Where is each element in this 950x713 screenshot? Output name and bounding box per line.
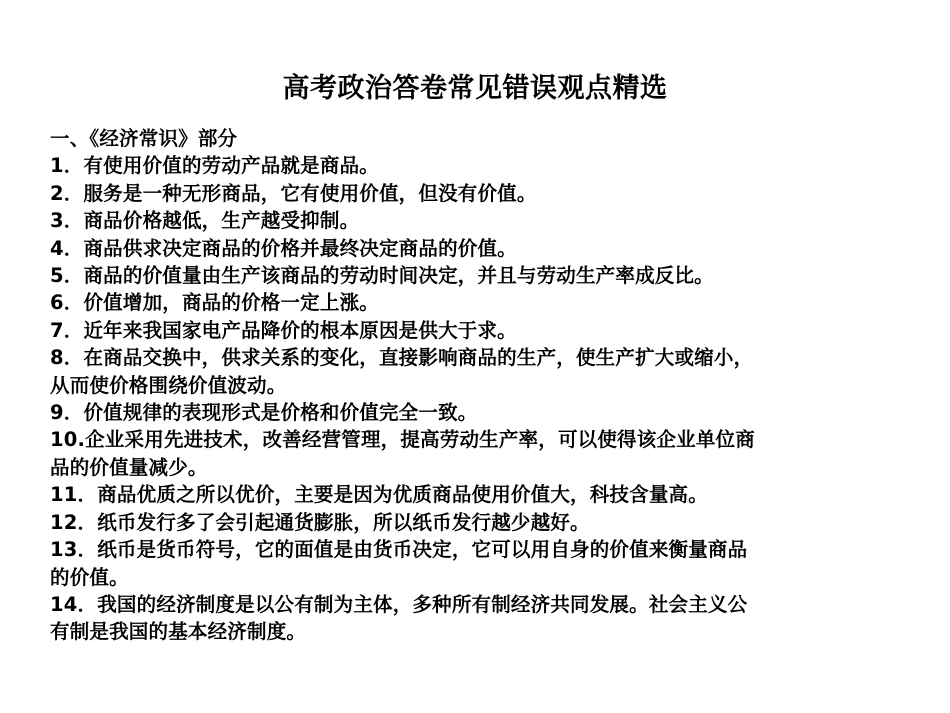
list-item: 5．商品的价值量由生产该商品的劳动时间决定，并且与劳动生产率成反比。	[50, 264, 714, 288]
list-item: 14．我国的经济制度是以公有制为主体，多种所有制经济共同发展。社会主义公	[50, 592, 748, 616]
document-body	[50, 125, 892, 646]
list-item-continuation: 从而使价格围绕价值波动。	[50, 373, 287, 397]
list-item-continuation: 品的价值量减少。	[50, 455, 208, 479]
list-item-continuation: 的价值。	[50, 565, 129, 589]
list-item-continuation: 有制是我国的基本经济制度。	[50, 620, 307, 644]
section-heading: 一、《经济常识》部分	[50, 127, 238, 150]
list-item: 4．商品供求决定商品的价格并最终决定商品的价值。	[50, 236, 517, 260]
list-item: 1．有使用价值的劳动产品就是商品。	[50, 154, 379, 178]
list-item: 6．价值增加，商品的价格一定上涨。	[50, 291, 379, 315]
list-item: 10.企业采用先进技术，改善经营管理，提高劳动生产率，可以使得该企业单位商	[50, 428, 755, 452]
list-item: 2．服务是一种无形商品，它有使用价值，但没有价值。	[50, 181, 537, 205]
page-title: 高考政治答卷常见错误观点精选	[282, 73, 668, 104]
list-item: 3．商品价格越低，生产越受抑制。	[50, 209, 360, 233]
list-item: 11．商品优质之所以优价，主要是因为优质商品使用价值大，科技含量高。	[50, 483, 708, 507]
list-item: 13．纸币是货币符号，它的面值是由货币决定，它可以用自身的价值来衡量商品	[50, 538, 748, 562]
list-item: 9．价值规律的表现形式是价格和价值完全一致。	[50, 401, 478, 425]
list-item: 8．在商品交换中，供求关系的变化，直接影响商品的生产，使生产扩大或缩小，	[50, 346, 754, 370]
list-item: 12．纸币发行多了会引起通货膨胀，所以纸币发行越少越好。	[50, 510, 590, 534]
list-item: 7．近年来我国家电产品降价的根本原因是供大于求。	[50, 318, 517, 342]
